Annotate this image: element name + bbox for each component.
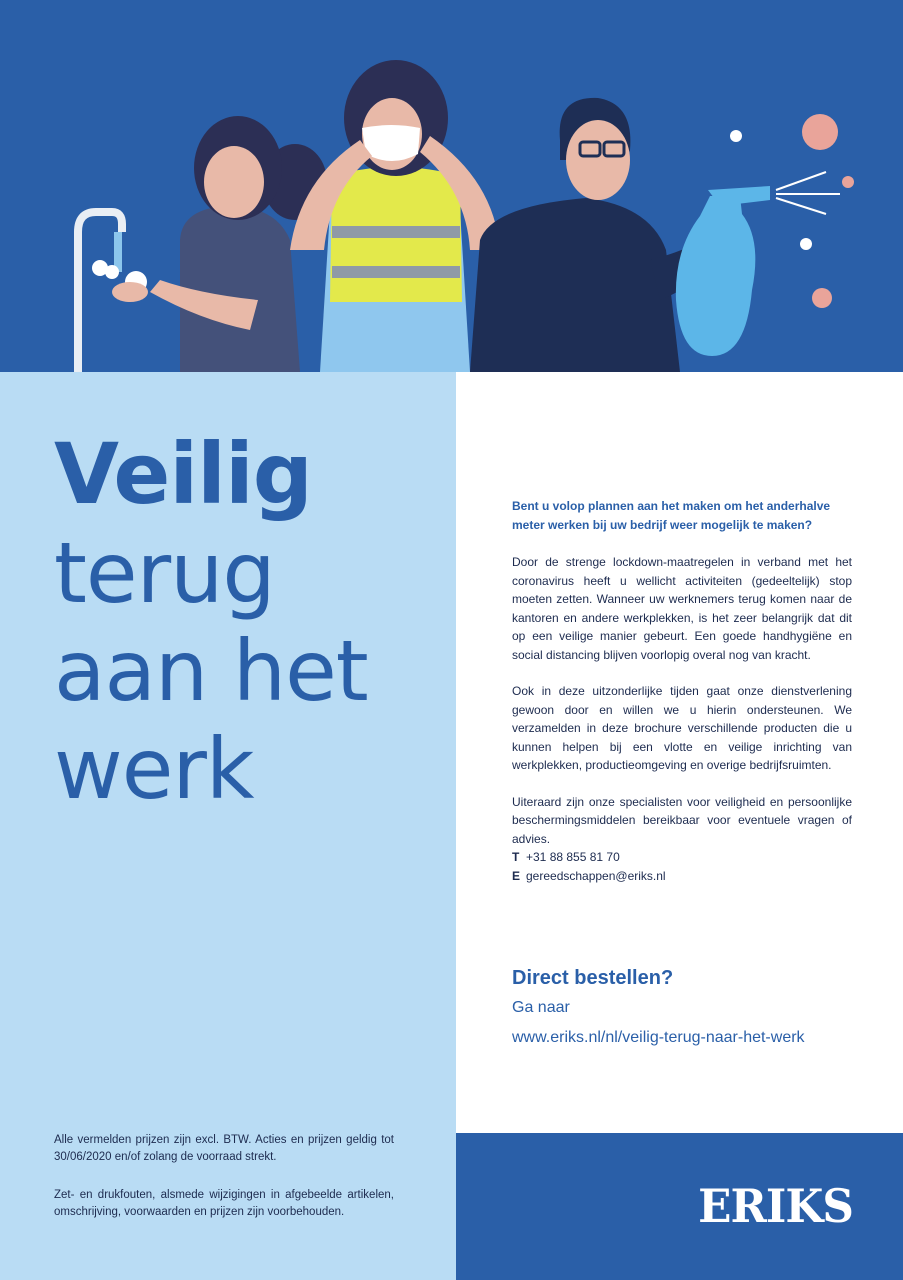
virus-icon (842, 176, 854, 188)
man-face (566, 120, 630, 200)
dot (800, 238, 812, 250)
hands (112, 282, 148, 302)
headline-line-4: werk (54, 720, 254, 818)
phone-line (512, 848, 852, 867)
order-goto: Ga naar (512, 999, 570, 1016)
woman-left-face (204, 146, 264, 218)
vest-stripe (332, 226, 460, 238)
disclaimer-errors: Zet- en drukfouten, alsmede wijzigingen in afgebeelde artikelen, omschrijving, voorwaarden en prijzen zijn voorbehouden. (54, 1189, 394, 1218)
spray-mist (776, 172, 826, 190)
man-body (470, 198, 680, 372)
order-title: Direct bestellen? (512, 967, 674, 989)
vest-stripe (332, 266, 460, 278)
disclaimer-prices: Alle vermelden prijzen zijn excl. BTW. Acties en prijzen geldig tot 30/06/2020 en/of zolang de voorraad strekt. (54, 1134, 394, 1163)
people-illustration (0, 0, 903, 372)
phone-number[interactable]: +31 88 855 81 70 (526, 850, 620, 864)
email-address[interactable]: gereedschappen@eriks.nl (526, 868, 666, 883)
woman-left-body (180, 206, 300, 372)
intro-question: Bent u volop plannen aan het maken om het anderhalve meter werken bij uw bedrijf weer mogelijk te maken? (512, 499, 831, 532)
headline-line-3: aan het (54, 622, 368, 720)
dot (730, 130, 742, 142)
spray-bottle-icon (676, 196, 755, 356)
order-section (512, 964, 805, 1052)
email-line (512, 867, 852, 886)
headline-line-2: terug (54, 524, 275, 622)
paragraph-1: Door de strenge lockdown-maatregelen in verband met het coronavirus heeft u wellicht activiteiten (gedeeltelijk) stop moeten zetten. Wanneer uw werknemers terug komen naar de kantoren en andere werkplekken, is het zeer belangrijk dat dit op een veilige manier gebeurt. Een goede handhygiëne en social distancing blijven voorlopig overal nog van kracht. (512, 555, 852, 662)
email-label: E (512, 868, 521, 883)
footer-bar (456, 1133, 903, 1280)
paragraph-2: Ook in deze uitzonderlijke tijden gaat onze dienstverlening gewoon door en willen we u hierin ondersteunen. We verzamelden in deze brochure verschillende producten die u kunnen helpen bij een vlotte en veilige inrichting van werkplekken, productieomgeving en overige bedrijfsruimten. (512, 684, 852, 772)
body-text (512, 497, 852, 885)
left-panel (0, 372, 456, 1280)
soap-bubble (105, 265, 119, 279)
virus-icon (812, 288, 832, 308)
hero-illustration (0, 0, 903, 372)
phone-label: T (512, 850, 520, 864)
virus-icon (802, 114, 838, 150)
headline-line-1: Veilig (54, 425, 312, 523)
eriks-logo: ERIKS (698, 1179, 853, 1233)
headline (54, 424, 454, 818)
paragraph-3: Uiteraard zijn onze specialisten voor veiligheid en persoonlijke beschermingsmiddelen bereikbaar voor eventuele vragen of advies. (512, 794, 852, 846)
order-url-link[interactable]: www.eriks.nl/nl/veilig-terug-naar-het-werk (512, 1029, 805, 1046)
